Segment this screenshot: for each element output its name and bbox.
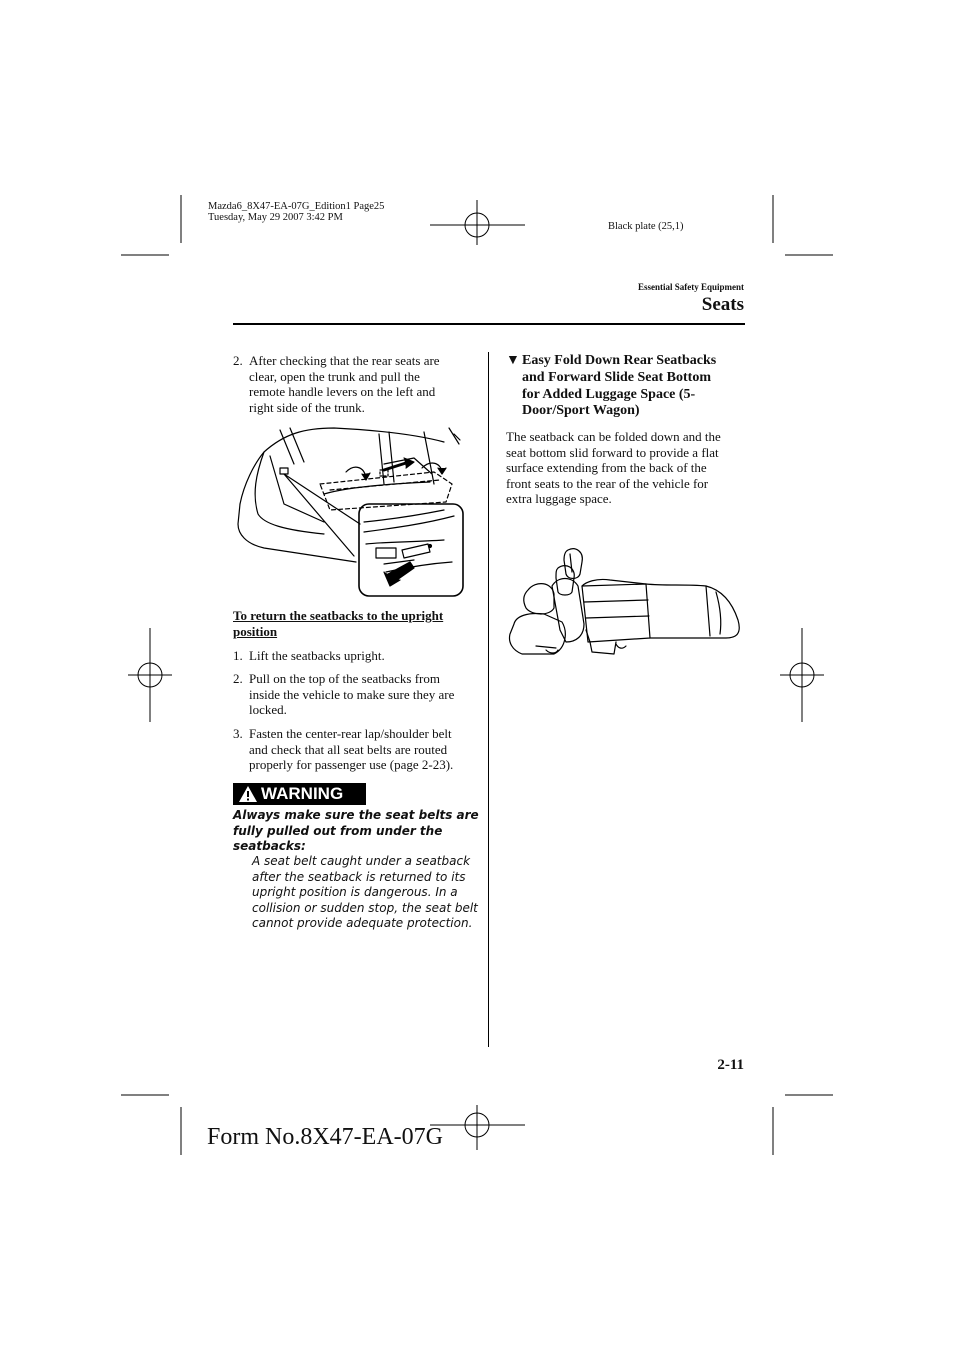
heading-line: position xyxy=(233,623,278,639)
warning-lead-line: fully pulled out from under the xyxy=(233,823,443,838)
page-title: Seats xyxy=(701,294,744,315)
text-line: locked. xyxy=(249,702,287,718)
text-line: and check that all seat belts are routed xyxy=(249,741,448,757)
body-line: surface extending from the back of the xyxy=(506,460,707,476)
print-file-name: Mazda6_8X47-EA-07G_Edition1 Page25 xyxy=(208,201,385,212)
text-line: inside the vehicle to make sure they are xyxy=(249,686,455,702)
text-line: clear, open the trunk and pull the xyxy=(249,368,420,384)
body-line: The seatback can be folded down and the xyxy=(506,429,721,444)
warning-lead-line: seatbacks: xyxy=(233,839,306,854)
warning-lead-line: Always make sure the seat belts are xyxy=(233,808,479,822)
heading-line: and Forward Slide Seat Bottom xyxy=(522,369,711,385)
text-line: After checking that the rear seats are xyxy=(249,353,440,368)
body-line: extra luggage space. xyxy=(506,491,612,507)
warning-body-line: collision or sudden stop, the seat belt xyxy=(252,900,478,915)
text-line: properly for passenger use (page 2-23). xyxy=(249,757,454,773)
body-line: front seats to the rear of the vehicle for xyxy=(506,475,709,491)
warning-triangle-icon xyxy=(238,785,258,803)
warning-label: WARNING xyxy=(261,784,344,803)
section-name: Essential Safety Equipment xyxy=(637,282,744,292)
text-line: Fasten the center-rear lap/shoulder belt xyxy=(249,726,452,741)
form-number: Form No.8X47-EA-07G xyxy=(207,1124,443,1150)
folded-seats-illustration xyxy=(506,546,742,662)
warning-body-line: cannot provide adequate protection. xyxy=(252,916,473,931)
column-divider xyxy=(488,352,489,1047)
page-number: 2-11 xyxy=(717,1057,744,1073)
return-seatbacks-heading xyxy=(233,608,443,639)
print-timestamp: Tuesday, May 29 2007 3:42 PM xyxy=(208,212,343,223)
return-step-1 xyxy=(233,648,478,664)
step-number: 3. xyxy=(233,726,243,741)
step-number: 2. xyxy=(233,671,243,686)
heading-line: To return the seatbacks to the upright xyxy=(233,608,444,623)
warning-body-line: A seat belt caught under a seatback xyxy=(252,854,471,868)
warning-banner xyxy=(233,783,366,805)
step-number: 2. xyxy=(233,353,243,368)
text-line: Lift the seatbacks upright. xyxy=(249,648,385,663)
fold-down-body xyxy=(506,429,746,507)
text-line: Pull on the top of the seatbacks from xyxy=(249,671,440,686)
heading-line: for Added Luggage Space (5- xyxy=(522,386,696,402)
trunk-remote-lever-illustration xyxy=(234,424,466,599)
warning-body xyxy=(252,854,478,932)
step-2-intro xyxy=(233,353,478,417)
warning-body-line: after the seatback is returned to its xyxy=(252,869,466,884)
text-line: remote handle levers on the left and xyxy=(249,384,436,400)
heading-line: Easy Fold Down Rear Seatbacks xyxy=(522,353,717,368)
warning-body-line: upright position is dangerous. In a xyxy=(252,885,458,900)
step-number: 1. xyxy=(233,648,243,663)
return-step-2 xyxy=(233,671,478,719)
triangle-marker-icon: ▼ xyxy=(506,353,520,368)
header-rule xyxy=(233,323,745,325)
print-plate: Black plate (25,1) xyxy=(608,221,684,232)
text-line: right side of the trunk. xyxy=(249,399,365,415)
warning-lead xyxy=(233,808,479,855)
return-step-3 xyxy=(233,726,478,774)
body-line: seat bottom slid forward to provide a flat xyxy=(506,444,719,460)
heading-line: Door/Sport Wagon) xyxy=(522,403,640,419)
